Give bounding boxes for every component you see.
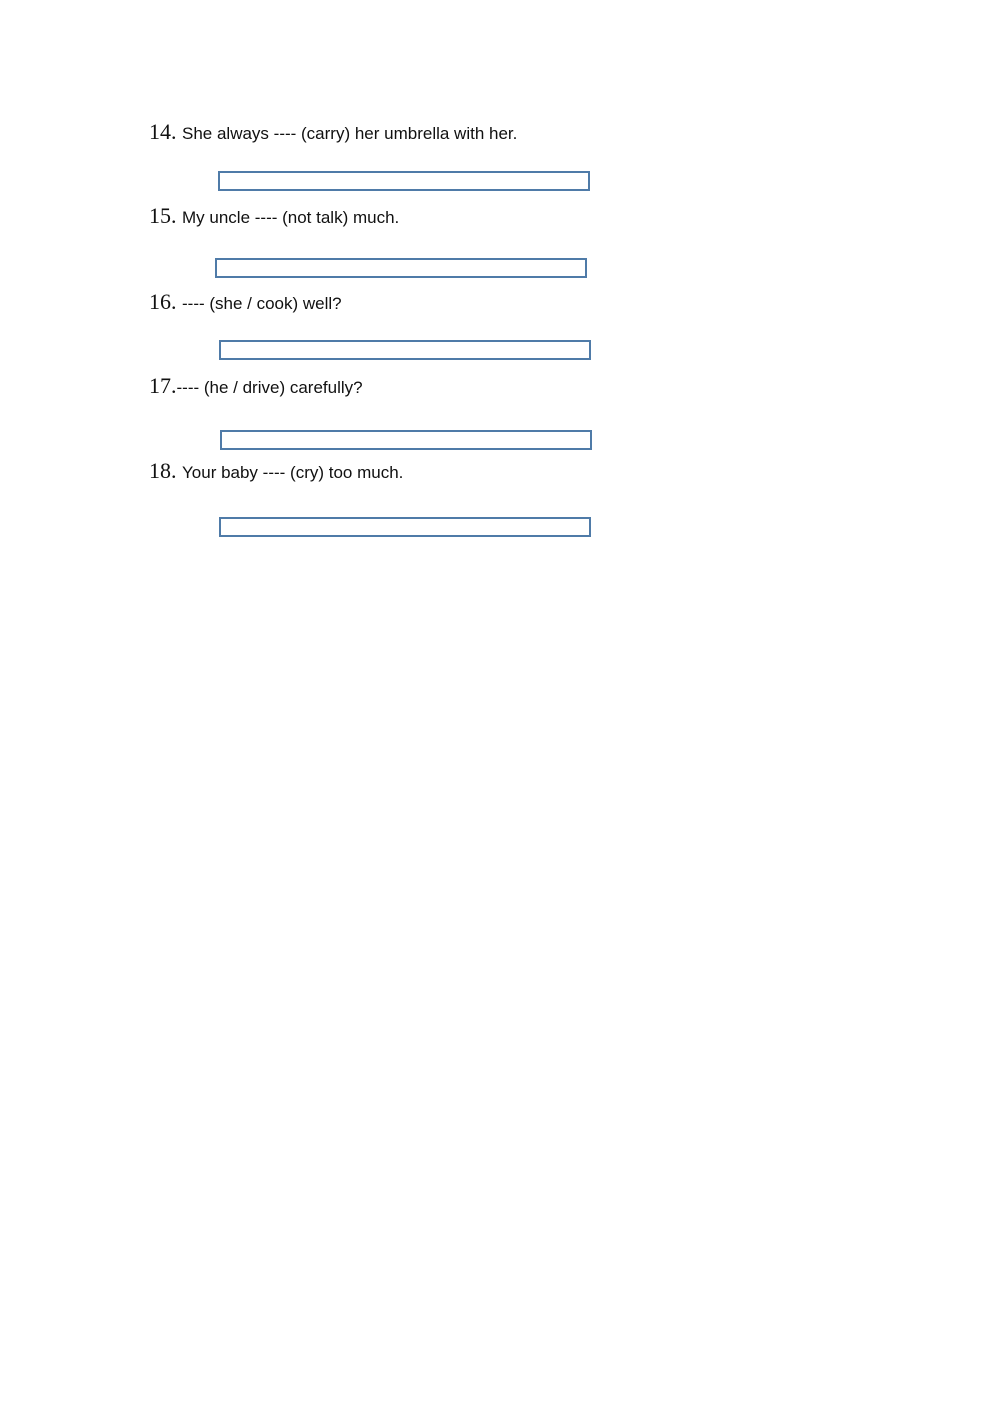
question-text: ---- (she / cook) well? [182, 294, 342, 313]
answer-input-15[interactable] [215, 258, 587, 278]
question-number: 14. [149, 119, 182, 144]
question-15 [149, 205, 399, 227]
question-16 [149, 291, 342, 313]
question-text: Your baby ---- (cry) too much. [182, 463, 404, 482]
question-18 [149, 460, 403, 482]
answer-input-14[interactable] [218, 171, 590, 191]
question-text: She always ---- (carry) her umbrella with her. [182, 124, 518, 143]
question-number: 18. [149, 458, 182, 483]
question-17 [149, 375, 363, 397]
answer-input-16[interactable] [219, 340, 591, 360]
answer-input-18[interactable] [219, 517, 591, 537]
question-text: My uncle ---- (not talk) much. [182, 208, 400, 227]
question-text: ---- (he / drive) carefully? [176, 378, 363, 397]
question-14 [149, 121, 517, 143]
question-number: 16. [149, 289, 182, 314]
answer-input-17[interactable] [220, 430, 592, 450]
question-number: 15. [149, 203, 182, 228]
question-number: 17. [149, 373, 177, 398]
